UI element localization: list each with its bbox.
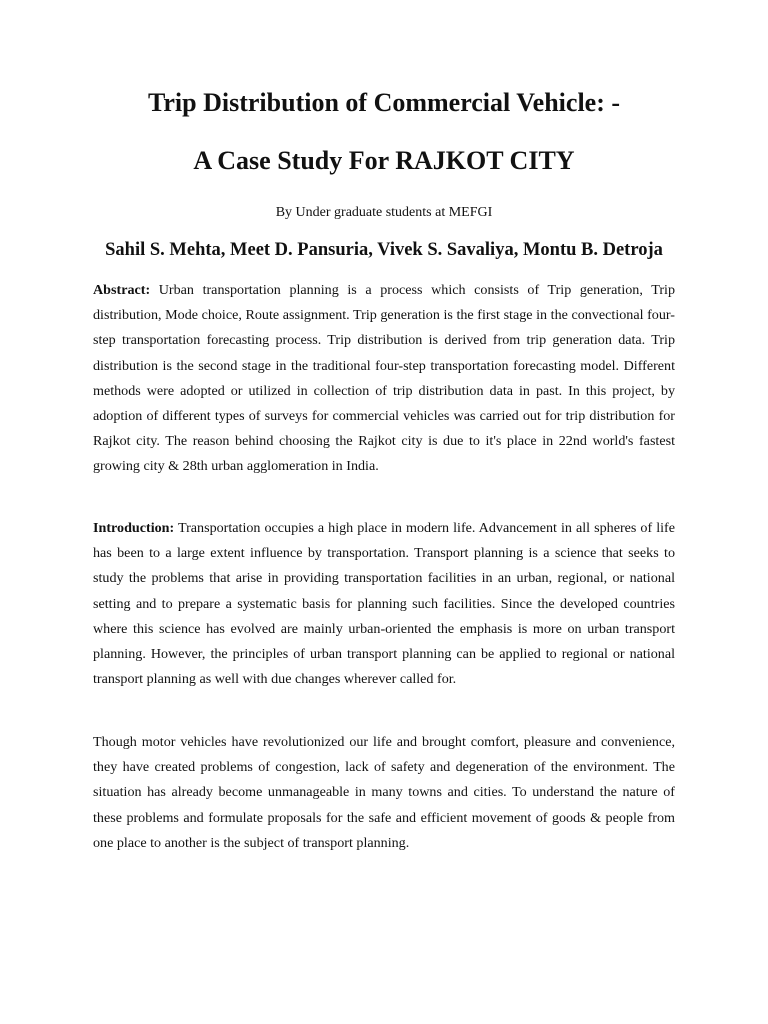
byline: By Under graduate students at MEFGI — [275, 205, 493, 220]
paper-title-line-2: A Case Study For RAJKOT CITY — [193, 146, 575, 175]
author-list: Sahil S. Mehta, Meet D. Pansuria, Vivek S. Savaliya, Montu B. Detroja — [105, 240, 663, 260]
paper-title-line-1: Trip Distribution of Commercial Vehicle: - — [147, 88, 621, 117]
abstract-paragraph — [93, 278, 675, 480]
introduction-text: Transportation occupies a high place in modern life. Advancement in all spheres of life has been to a large extent influence by transportation. Transport planning is a science that seeks to study the problems that arise in providing transportation facilities in an urban, regional, or national setting and to prepare a systematic basis for planning such facilities. Since the developed countries where this science has evolved are mainly urban-oriented the emphasis is more on urban transport planning. However, the principles of urban transport planning can be applied to regional or national transport planning as well with due changes wherever called for. — [93, 520, 675, 688]
body-paragraph-2: Though motor vehicles have revolutionized our life and brought comfort, pleasure and convenience, they have created problems of congestion, lack of safety and degeneration of the environment. The situation has already become unmanageable in many towns and cities. To understand the nature of these problems and formulate proposals for the safe and efficient movement of goods & people from one place to another is the subject of transport planning. — [93, 734, 675, 851]
introduction-label: Introduction: — [93, 520, 175, 536]
abstract-text: Urban transportation planning is a process which consists of Trip generation, Trip distribution, Mode choice, Route assignment. Trip generation is the first stage in the convectional four-step transportation forecasting process. Trip distribution is derived from trip generation data. Trip distribution is the second stage in the traditional four-step transportation forecasting model. Different methods were adopted or utilized in collection of trip distribution data in past. In this project, by adoption of different types of surveys for commercial vehicles was carried out for trip distribution for Rajkot city. The reason behind choosing the Rajkot city is due to it's place in 22nd world's fastest growing city & 28th urban agglomeration in India. — [93, 282, 675, 475]
abstract-label: Abstract: — [93, 282, 151, 298]
introduction-paragraph — [93, 516, 675, 692]
